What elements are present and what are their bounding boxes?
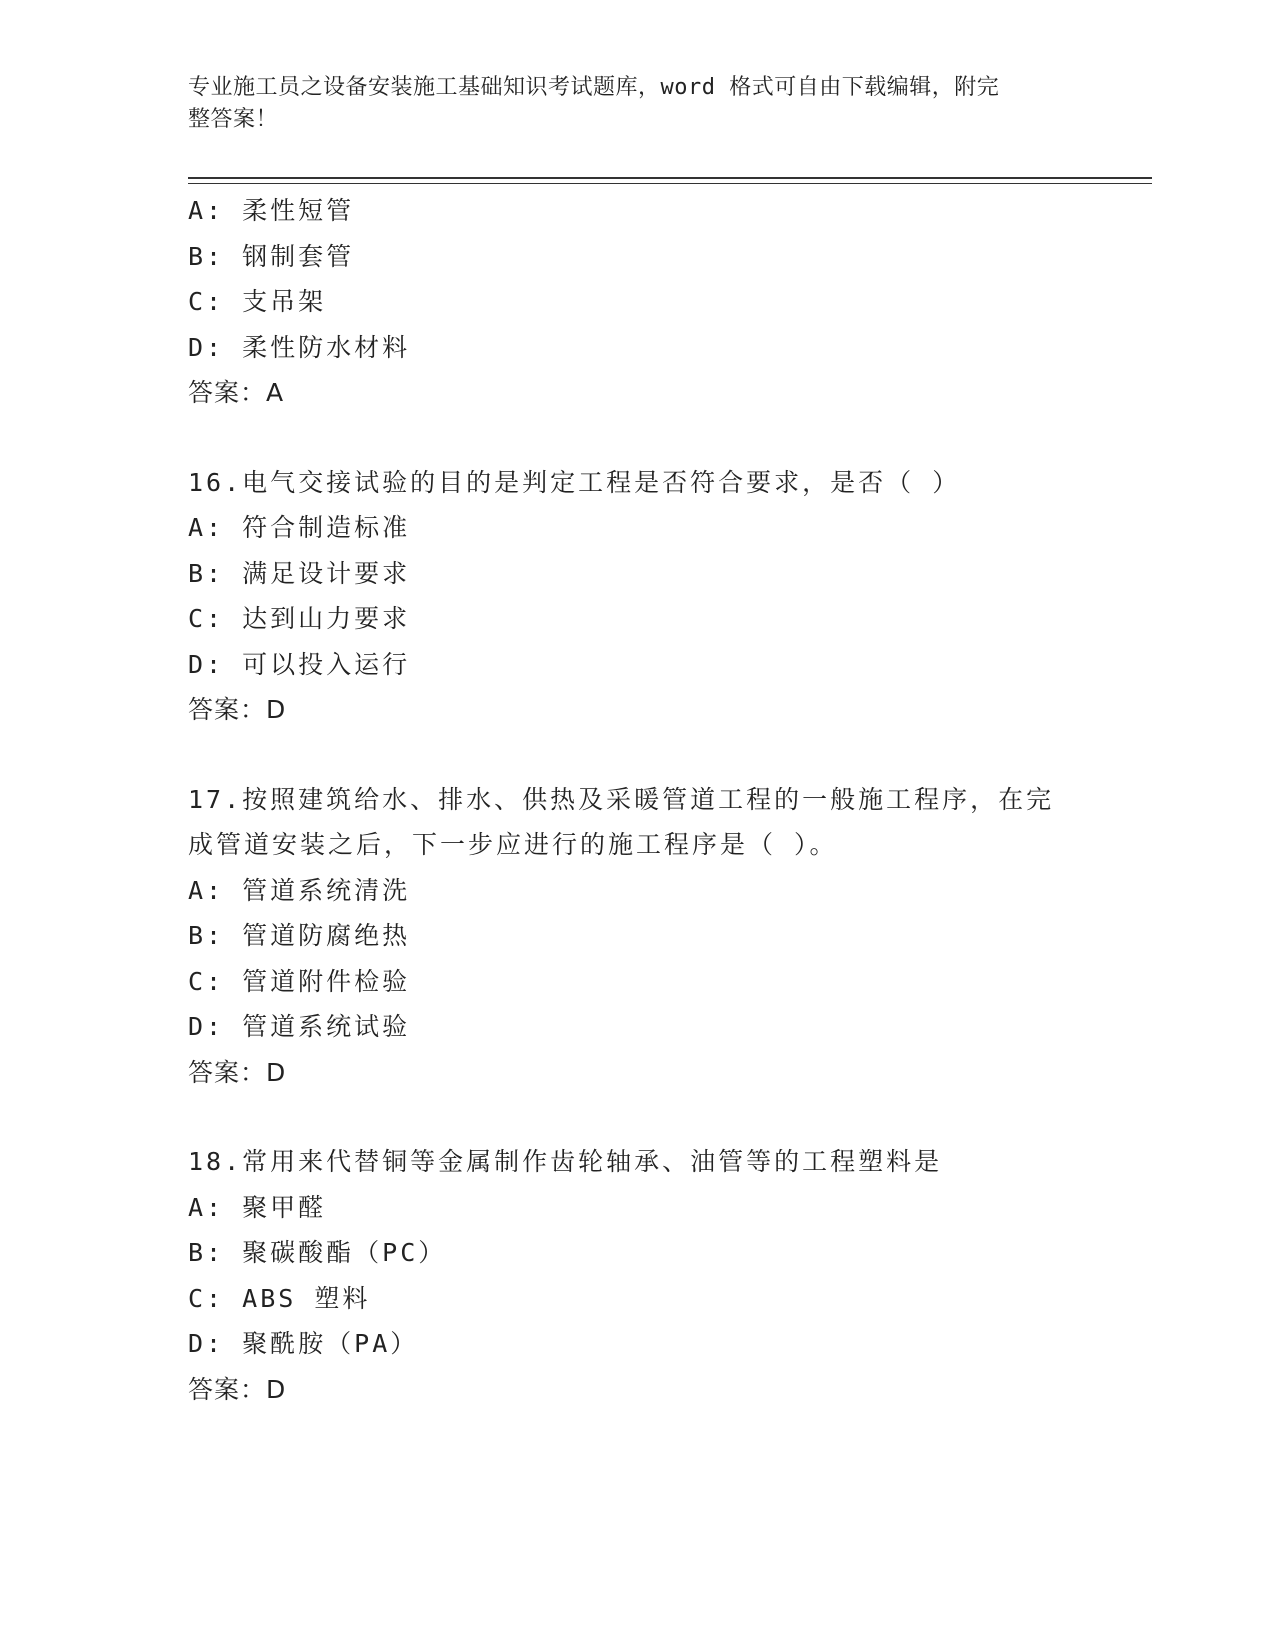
question-text-line-1: 17.按照建筑给水、排水、供热及采暖管道工程的一般施工程序，在完 — [188, 784, 1055, 814]
answer-label: 答案：D — [188, 1057, 287, 1087]
option-a: A: 管道系统清洗 — [188, 875, 411, 905]
header-divider-thin — [188, 183, 1152, 184]
option-c: C: ABS 塑料 — [188, 1283, 371, 1313]
header-divider-thick — [188, 177, 1152, 179]
option-a: A: 柔性短管 — [188, 196, 355, 225]
option-d: D: 聚酰胺（PA） — [188, 1329, 419, 1358]
option-c: C: 支吊架 — [188, 287, 327, 316]
question-17 — [188, 777, 1088, 1096]
spacer — [188, 1095, 1088, 1139]
option-a: A: 符合制造标准 — [188, 513, 411, 542]
question-list — [188, 188, 1088, 1412]
header-line-2: 整答案！ — [188, 107, 279, 132]
spacer — [188, 416, 1088, 460]
option-d: D: 柔性防水材料 — [188, 332, 411, 362]
question-text: 18.常用来代替铜等金属制作齿轮轴承、油管等的工程塑料是 — [188, 1147, 943, 1176]
answer-label: 答案：D — [188, 695, 287, 724]
option-d: D: 管道系统试验 — [188, 1012, 411, 1041]
option-b: B: 聚碳酸酯（PC） — [188, 1238, 447, 1267]
question-16 — [188, 460, 1088, 733]
option-c: C: 管道附件检验 — [188, 966, 411, 996]
option-b: B: 钢制套管 — [188, 241, 355, 271]
option-d: D: 可以投入运行 — [188, 649, 411, 679]
question-text-line-2: 成管道安装之后，下一步应进行的施工程序是（ ）。 — [188, 830, 838, 859]
answer-label: 答案：A — [188, 378, 285, 407]
document-header — [188, 72, 1068, 136]
option-b: B: 满足设计要求 — [188, 558, 411, 588]
question-text: 16.电气交接试验的目的是判定工程是否符合要求，是否（ ） — [188, 467, 961, 497]
answer-label: 答案：D — [188, 1374, 287, 1404]
question-15 — [188, 188, 1088, 416]
spacer — [188, 733, 1088, 777]
question-18 — [188, 1139, 1088, 1412]
option-b: B: 管道防腐绝热 — [188, 921, 411, 950]
option-a: A: 聚甲醛 — [188, 1192, 327, 1222]
header-line-1: 专业施工员之设备安装施工基础知识考试题库，word 格式可自由下载编辑，附完 — [188, 75, 1000, 100]
option-c: C: 达到山力要求 — [188, 604, 411, 633]
